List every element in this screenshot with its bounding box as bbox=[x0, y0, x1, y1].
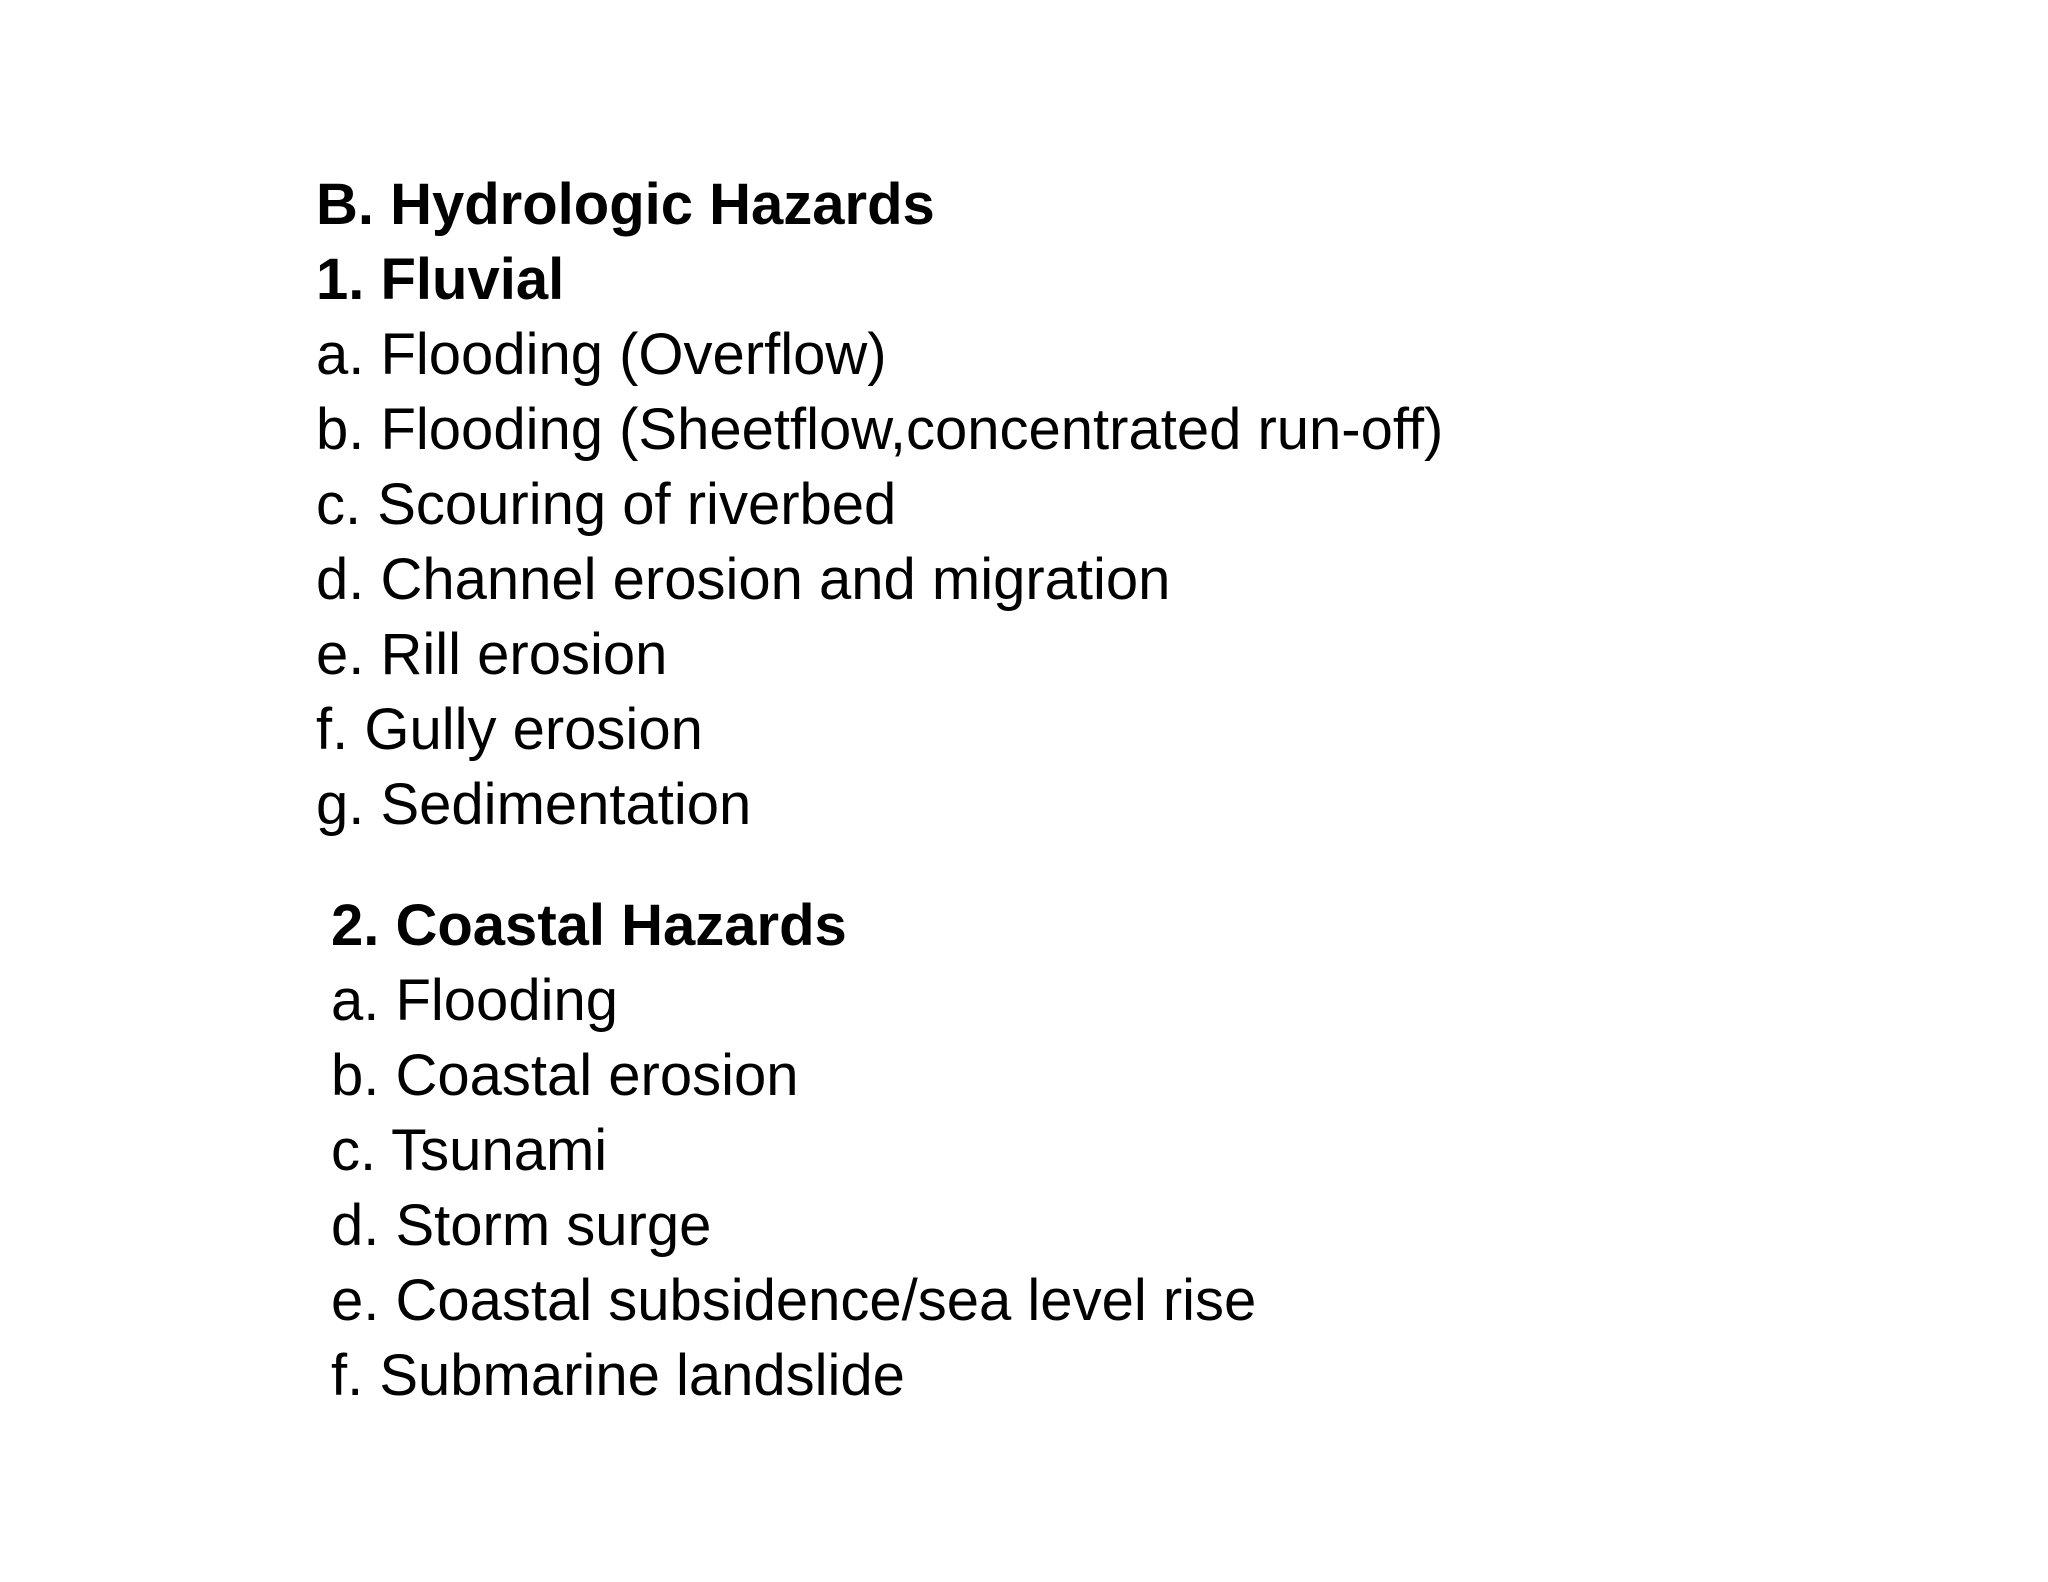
coastal-item: a. Flooding bbox=[331, 968, 618, 1033]
fluvial-item: c. Scouring of riverbed bbox=[316, 472, 897, 537]
fluvial-item: f. Gully erosion bbox=[316, 697, 703, 762]
fluvial-item: d. Channel erosion and migration bbox=[316, 547, 1171, 612]
fluvial-item: a. Flooding (Overflow) bbox=[316, 322, 887, 387]
fluvial-item: b. Flooding (Sheetflow,concentrated run-off) bbox=[316, 397, 1444, 462]
coastal-item: f. Submarine landslide bbox=[331, 1343, 905, 1408]
fluvial-item: g. Sedimentation bbox=[316, 772, 752, 837]
coastal-item: e. Coastal subsidence/sea level rise bbox=[331, 1268, 1257, 1333]
coastal-item: d. Storm surge bbox=[331, 1193, 712, 1258]
fluvial-heading: 1. Fluvial bbox=[316, 247, 565, 312]
coastal-item: b. Coastal erosion bbox=[331, 1043, 799, 1108]
fluvial-item: e. Rill erosion bbox=[316, 622, 668, 687]
section-title: B. Hydrologic Hazards bbox=[316, 172, 935, 237]
coastal-item: c. Tsunami bbox=[331, 1118, 608, 1183]
coastal-heading: 2. Coastal Hazards bbox=[331, 893, 847, 958]
